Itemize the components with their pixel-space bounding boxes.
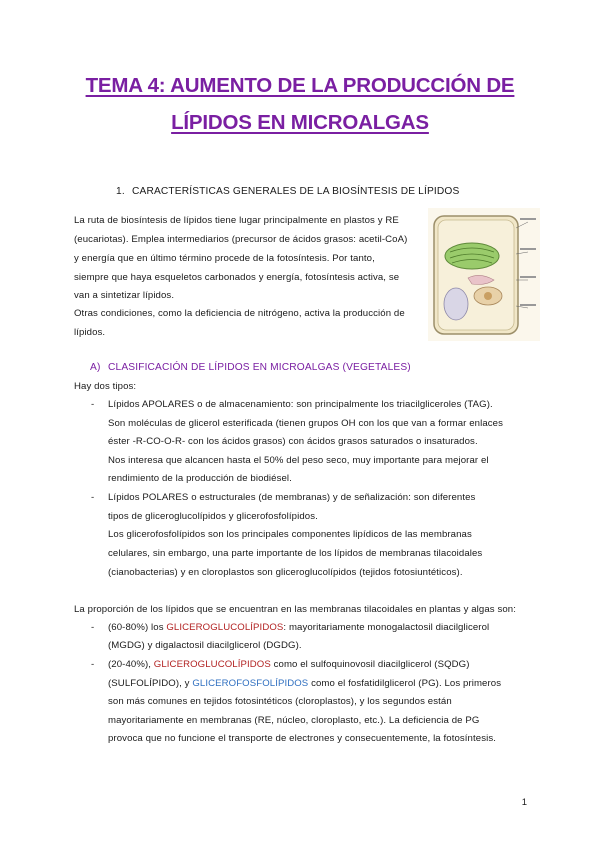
bullet-1-line: Nos interesa que alcancen hasta el 50% del peso seco, muy importante para mejorar el bbox=[108, 455, 489, 466]
section-a-heading: CLASIFICACIÓN DE LÍPIDOS EN MICROALGAS (VEGETALES) bbox=[108, 362, 411, 373]
section-1-line: (eucariotas). Emplea intermediarios (precursor de ácidos grasos: acetil-CoA) bbox=[74, 234, 408, 245]
section-1-line: siempre que haya esqueletos carbonados y energía, fotosíntesis activa, se bbox=[74, 272, 400, 283]
bullet-1-line: éster -R-CO-O-R- con los ácidos grasos) con ácidos grasos saturados o insaturados. bbox=[108, 436, 478, 447]
section-1-heading: CARACTERÍSTICAS GENERALES DE LA BIOSÍNTESIS DE LÍPIDOS bbox=[132, 186, 460, 197]
term-gliceroglucolipidos: GLICEROGLUCOLÍPIDOS bbox=[153, 659, 271, 670]
term-gliceroglucolipidos: GLICEROGLUCOLÍPIDOS bbox=[166, 622, 284, 633]
section-1-line: Otras condiciones, como la deficiencia de nitrógeno, activa la producción de bbox=[74, 308, 405, 319]
term-glicerofosfolipidos: GLICEROFOSFOLÍPIDOS bbox=[192, 678, 309, 689]
proportion-item-1-line-1: (60-80%) los GLICEROGLUCOLÍPIDOS: mayoritariamente monogalactosil diacilglicerol bbox=[108, 622, 490, 633]
bullet-1-line: rendimiento de la producción de biodiésel. bbox=[108, 473, 292, 484]
proportion-item-2-line: son más comunes en tejidos fotosintéticos (cloroplastos), y los segundos están bbox=[108, 696, 452, 707]
title-line-1: TEMA 4: AUMENTO DE LA PRODUCCIÓN DE bbox=[85, 74, 515, 97]
proportion-intro: La proporción de los lípidos que se encuentran en las membranas tilacoidales en plantas y algas son: bbox=[74, 604, 516, 615]
bullet-dash: - bbox=[91, 399, 95, 410]
proportion-item-2-line: mayoritariamente en membranas (RE, núcleo, cloroplasto, etc.). La deficiencia de PG bbox=[108, 715, 480, 726]
section-1-number: 1. bbox=[116, 186, 125, 197]
bullet-dash: - bbox=[91, 622, 95, 633]
proportion-item-2-line: provoca que no funcione el transporte de electrones y consecuentemente, la fotosíntesis. bbox=[108, 733, 496, 744]
proportion-item-1-line-2: (MGDG) y digalactosil diacilglicerol (DGDG). bbox=[108, 640, 302, 651]
bullet-2-line: (cianobacterias) y en cloroplastos son gliceroglucolípidos (tejidos fotosiuntéticos). bbox=[108, 567, 463, 578]
page-number: 1 bbox=[521, 797, 527, 808]
title-line-2: LÍPIDOS EN MICROALGAS bbox=[171, 111, 429, 134]
proportion-item-2-line-1: (20-40%), GLICEROGLUCOLÍPIDOS como el sulfoquinovosil diacilglicerol (SQDG) bbox=[108, 659, 470, 670]
section-a-intro: Hay dos tipos: bbox=[74, 381, 137, 392]
bullet-dash: - bbox=[91, 659, 95, 670]
section-1-line: van a sintetizar lípidos. bbox=[74, 290, 175, 301]
section-1-line: y energía que en último término procede de la fotosíntesis. Por tanto, bbox=[74, 253, 375, 264]
bullet-dash: - bbox=[91, 492, 95, 503]
section-a-letter: A) bbox=[90, 362, 101, 373]
bullet-1-line: Son moléculas de glicerol esterificada (tienen grupos OH con los que van a formar enlaces bbox=[108, 418, 503, 429]
section-1-line: lípidos. bbox=[74, 327, 106, 338]
bullet-2-line: Los glicerofosfolípidos son los principales componentes lipídicos de las membranas bbox=[108, 529, 472, 540]
bullet-2-line: celulares, sin embargo, una parte importante de los lípidos de membranas tilacoidales bbox=[108, 548, 483, 559]
proportion-item-2-line-2: (SULFOLÍPIDO), y GLICEROFOSFOLÍPIDOS como el fosfatidilglicerol (PG). Los primeros bbox=[108, 678, 502, 689]
section-1-line: La ruta de biosíntesis de lípidos tiene lugar principalmente en plastos y RE bbox=[74, 215, 399, 226]
plant-cell-diagram-icon bbox=[428, 208, 540, 341]
bullet-2-line: Lípidos POLARES o estructurales (de membranas) y de señalización: son diferentes bbox=[108, 492, 476, 503]
bullet-2-line: tipos de gliceroglucolípidos y glicerofosfolípidos. bbox=[108, 511, 318, 522]
bullet-1-line: Lípidos APOLARES o de almacenamiento: son principalmente los triacilgliceroles (TAG). bbox=[108, 399, 493, 410]
